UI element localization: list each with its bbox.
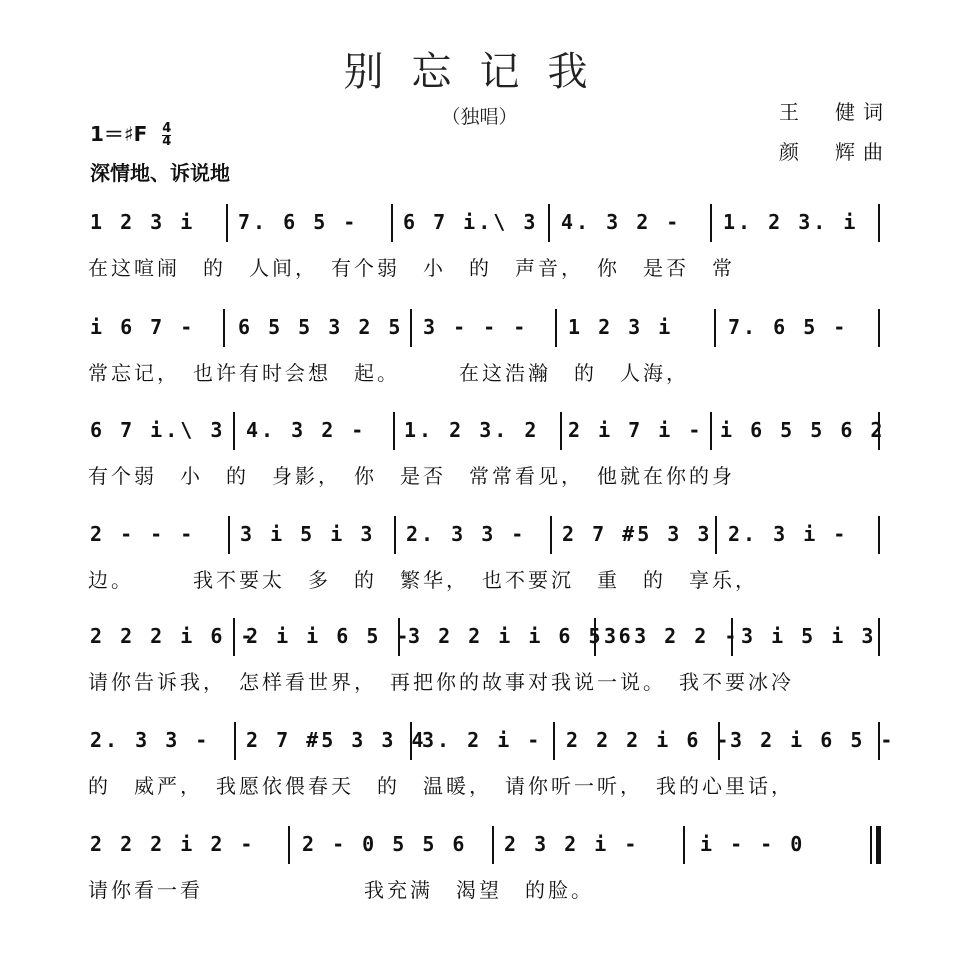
time-signature — [162, 123, 171, 148]
score-line — [88, 614, 883, 714]
key-signature — [90, 118, 171, 148]
measure: 2 2 2 i 6 - — [566, 728, 732, 752]
measure: 3 2 i 6 5 - — [730, 728, 896, 752]
lyrics-row: 请你看一看 我充满 渴望 的脸。 — [88, 878, 594, 902]
measure: 6 5 5 3 2 5 — [238, 315, 404, 339]
measure: 2 2 2 i 2 - — [90, 832, 256, 856]
meter-bottom: 4 — [162, 134, 172, 149]
song-title: 别忘记我 — [343, 49, 616, 95]
measure: 3 - - - — [423, 315, 529, 339]
measure: i 6 7 - — [90, 315, 196, 339]
lyrics-row: 在这喧闹 的 人间， 有个弱 小 的 声音， 你 是否 常 — [88, 256, 735, 280]
measure: 2 - - - — [90, 522, 196, 546]
tempo-marking: 深情地、诉说地 — [90, 161, 230, 185]
lyrics-row: 有个弱 小 的 身影， 你 是否 常常看见， 他就在你的身 — [88, 464, 735, 488]
score-line — [88, 822, 883, 922]
performance-type: （独唱） — [441, 106, 518, 128]
lyrics-row: 边。 我不要太 多 的 繁华， 也不要沉 重 的 享乐， — [88, 568, 758, 592]
measure: 2 3 2 i - — [504, 832, 640, 856]
lyrics-row: 请你告诉我， 怎样看世界， 再把你的故事对我说一说。 我不要冰冷 — [88, 670, 794, 694]
measure: 1 2 3 i — [90, 210, 196, 234]
measure: 6 7 i.\ 3 — [90, 418, 226, 442]
measure: 2 2 2 i 6 - — [90, 624, 256, 648]
measure: 2 - 0 5 5 6 — [302, 832, 468, 856]
measure: 3 i 5 i 3 — [240, 522, 376, 546]
score-line — [88, 305, 883, 405]
composer-credit: 颜 辉曲 — [779, 140, 891, 164]
score-line — [88, 512, 883, 612]
lyrics-row: 的 威严， 我愿依偎春天 的 温暖， 请你听一听， 我的心里话， — [88, 774, 794, 798]
measure: i - - 0 — [700, 832, 806, 856]
measure: 7. 6 5 - — [238, 210, 359, 234]
measure: 2 7 #5 3 3 4 — [246, 728, 427, 752]
measure: 4. 3 2 - — [561, 210, 682, 234]
measure: 6 7 i.\ 3 — [403, 210, 539, 234]
measure: 3 i 5 i 3 — [741, 624, 877, 648]
measure: 3 2 2 i i 6 5 6 — [408, 624, 634, 648]
measure: 3 3 2 2 - — [604, 624, 740, 648]
measure: 2. 3 3 - — [90, 728, 211, 752]
measure: 3. 2 i - — [422, 728, 543, 752]
measure: 7. 6 5 - — [728, 315, 849, 339]
score-line — [88, 718, 896, 818]
measure: 2 7 #5 3 3 — [562, 522, 713, 546]
measure: 1 2 3 i — [568, 315, 674, 339]
measure: 2 i 7 i - — [568, 418, 704, 442]
measure: 2. 3 i - — [728, 522, 849, 546]
measure: 1. 2 3. 2 — [404, 418, 540, 442]
score-line — [88, 408, 886, 508]
measure: i 6 5 5 6 2 — [720, 418, 886, 442]
measure: 4. 3 2 - — [246, 418, 367, 442]
measure: 1. 2 3. i — [723, 210, 859, 234]
measure: 2. 3 3 - — [406, 522, 527, 546]
lyrics-row: 常忘记， 也许有时会想 起。 在这浩瀚 的 人海， — [88, 361, 689, 385]
score-line — [88, 200, 883, 300]
key-label: 1＝♯F — [90, 122, 148, 146]
meter-top: 4 — [162, 121, 172, 136]
measure: 2 i i 6 5 - — [246, 624, 412, 648]
lyricist-credit: 王 健词 — [779, 100, 891, 124]
